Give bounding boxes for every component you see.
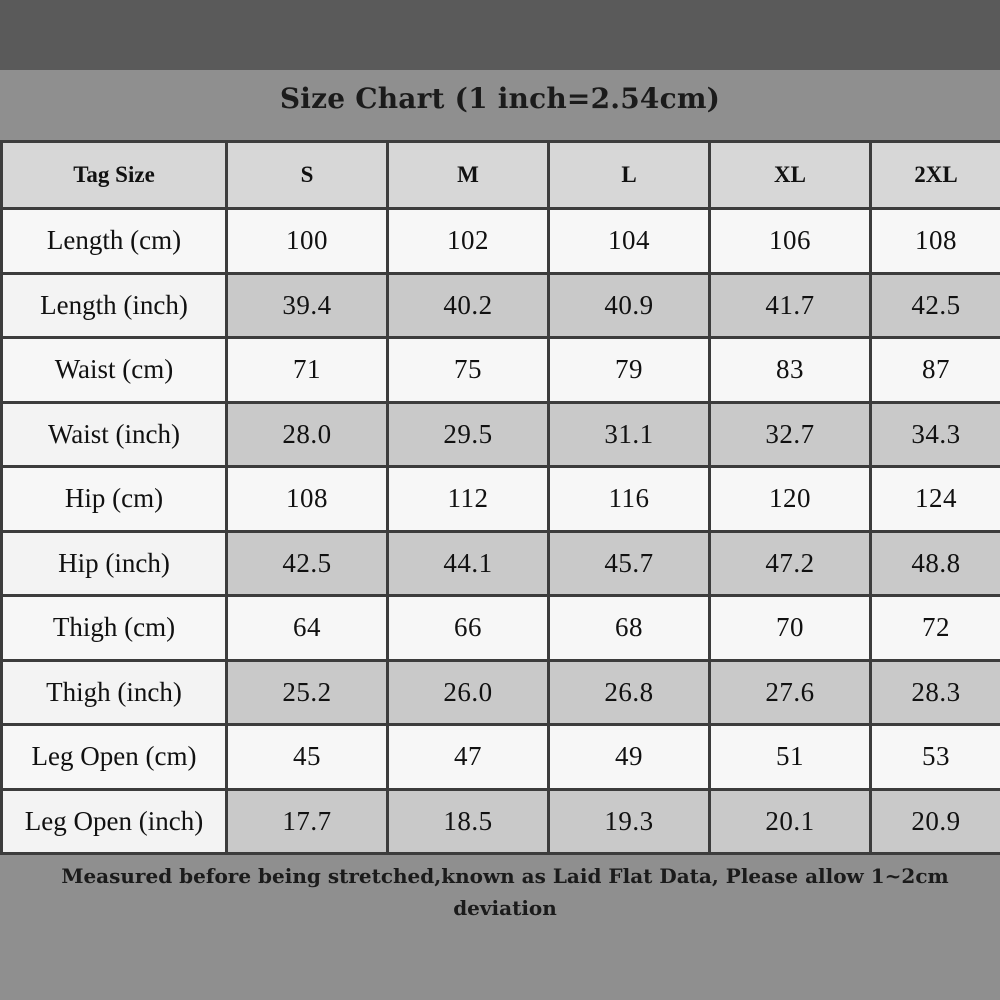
table-cell: 32.7 bbox=[711, 404, 869, 466]
row-label: Waist (cm) bbox=[3, 339, 225, 401]
row-label: Thigh (inch) bbox=[3, 662, 225, 724]
table-cell: 51 bbox=[711, 726, 869, 788]
table-cell: 102 bbox=[389, 210, 547, 272]
table-cell: 49 bbox=[550, 726, 708, 788]
header-size-s: S bbox=[228, 143, 386, 207]
table-cell: 45.7 bbox=[550, 533, 708, 595]
table-cell: 26.8 bbox=[550, 662, 708, 724]
table-cell: 27.6 bbox=[711, 662, 869, 724]
table-cell: 120 bbox=[711, 468, 869, 530]
table-cell: 40.2 bbox=[389, 275, 547, 337]
table-row bbox=[3, 533, 1000, 595]
table-header-row bbox=[3, 143, 1000, 207]
table-row bbox=[3, 404, 1000, 466]
table-cell: 20.1 bbox=[711, 791, 869, 853]
table-cell: 108 bbox=[872, 210, 1000, 272]
table-cell: 71 bbox=[228, 339, 386, 401]
table-cell: 18.5 bbox=[389, 791, 547, 853]
table-cell: 116 bbox=[550, 468, 708, 530]
table-cell: 25.2 bbox=[228, 662, 386, 724]
header-tag-size: Tag Size bbox=[3, 143, 225, 207]
table-cell: 42.5 bbox=[872, 275, 1000, 337]
table-cell: 72 bbox=[872, 597, 1000, 659]
header-size-l: L bbox=[550, 143, 708, 207]
table-row bbox=[3, 597, 1000, 659]
table-body bbox=[3, 210, 1000, 852]
table-cell: 104 bbox=[550, 210, 708, 272]
row-label: Length (cm) bbox=[3, 210, 225, 272]
table-cell: 34.3 bbox=[872, 404, 1000, 466]
table-cell: 124 bbox=[872, 468, 1000, 530]
table-cell: 40.9 bbox=[550, 275, 708, 337]
table-cell: 17.7 bbox=[228, 791, 386, 853]
table-cell: 66 bbox=[389, 597, 547, 659]
row-label: Hip (inch) bbox=[3, 533, 225, 595]
table-cell: 48.8 bbox=[872, 533, 1000, 595]
header-size-m: M bbox=[389, 143, 547, 207]
table-cell: 19.3 bbox=[550, 791, 708, 853]
table-row bbox=[3, 275, 1000, 337]
row-label: Thigh (cm) bbox=[3, 597, 225, 659]
table-cell: 64 bbox=[228, 597, 386, 659]
table-cell: 100 bbox=[228, 210, 386, 272]
table-cell: 44.1 bbox=[389, 533, 547, 595]
row-label: Leg Open (cm) bbox=[3, 726, 225, 788]
header-size-2xl: 2XL bbox=[872, 143, 1000, 207]
top-background-band bbox=[0, 0, 1000, 70]
table-cell: 28.3 bbox=[872, 662, 1000, 724]
table-cell: 41.7 bbox=[711, 275, 869, 337]
table-cell: 47.2 bbox=[711, 533, 869, 595]
table-cell: 70 bbox=[711, 597, 869, 659]
table-row bbox=[3, 339, 1000, 401]
table-cell: 26.0 bbox=[389, 662, 547, 724]
table-cell: 68 bbox=[550, 597, 708, 659]
row-label: Length (inch) bbox=[3, 275, 225, 337]
table-cell: 108 bbox=[228, 468, 386, 530]
table-row bbox=[3, 468, 1000, 530]
size-table-container bbox=[0, 140, 1000, 855]
table-cell: 53 bbox=[872, 726, 1000, 788]
table-cell: 83 bbox=[711, 339, 869, 401]
chart-title: Size Chart (1 inch=2.54cm) bbox=[279, 82, 721, 115]
table-cell: 106 bbox=[711, 210, 869, 272]
table-cell: 39.4 bbox=[228, 275, 386, 337]
table-row bbox=[3, 662, 1000, 724]
footer-note: Measured before being stretched,known as Laid Flat Data, Please allow 1~2cm deviation bbox=[61, 864, 949, 920]
size-table bbox=[0, 140, 1000, 855]
table-cell: 112 bbox=[389, 468, 547, 530]
table-cell: 42.5 bbox=[228, 533, 386, 595]
table-row bbox=[3, 791, 1000, 853]
row-label: Hip (cm) bbox=[3, 468, 225, 530]
table-cell: 29.5 bbox=[389, 404, 547, 466]
table-row bbox=[3, 726, 1000, 788]
table-cell: 20.9 bbox=[872, 791, 1000, 853]
table-cell: 31.1 bbox=[550, 404, 708, 466]
table-cell: 79 bbox=[550, 339, 708, 401]
header-size-xl: XL bbox=[711, 143, 869, 207]
table-cell: 87 bbox=[872, 339, 1000, 401]
table-cell: 45 bbox=[228, 726, 386, 788]
table-cell: 28.0 bbox=[228, 404, 386, 466]
row-label: Waist (inch) bbox=[3, 404, 225, 466]
table-row bbox=[3, 210, 1000, 272]
row-label: Leg Open (inch) bbox=[3, 791, 225, 853]
table-cell: 75 bbox=[389, 339, 547, 401]
table-cell: 47 bbox=[389, 726, 547, 788]
